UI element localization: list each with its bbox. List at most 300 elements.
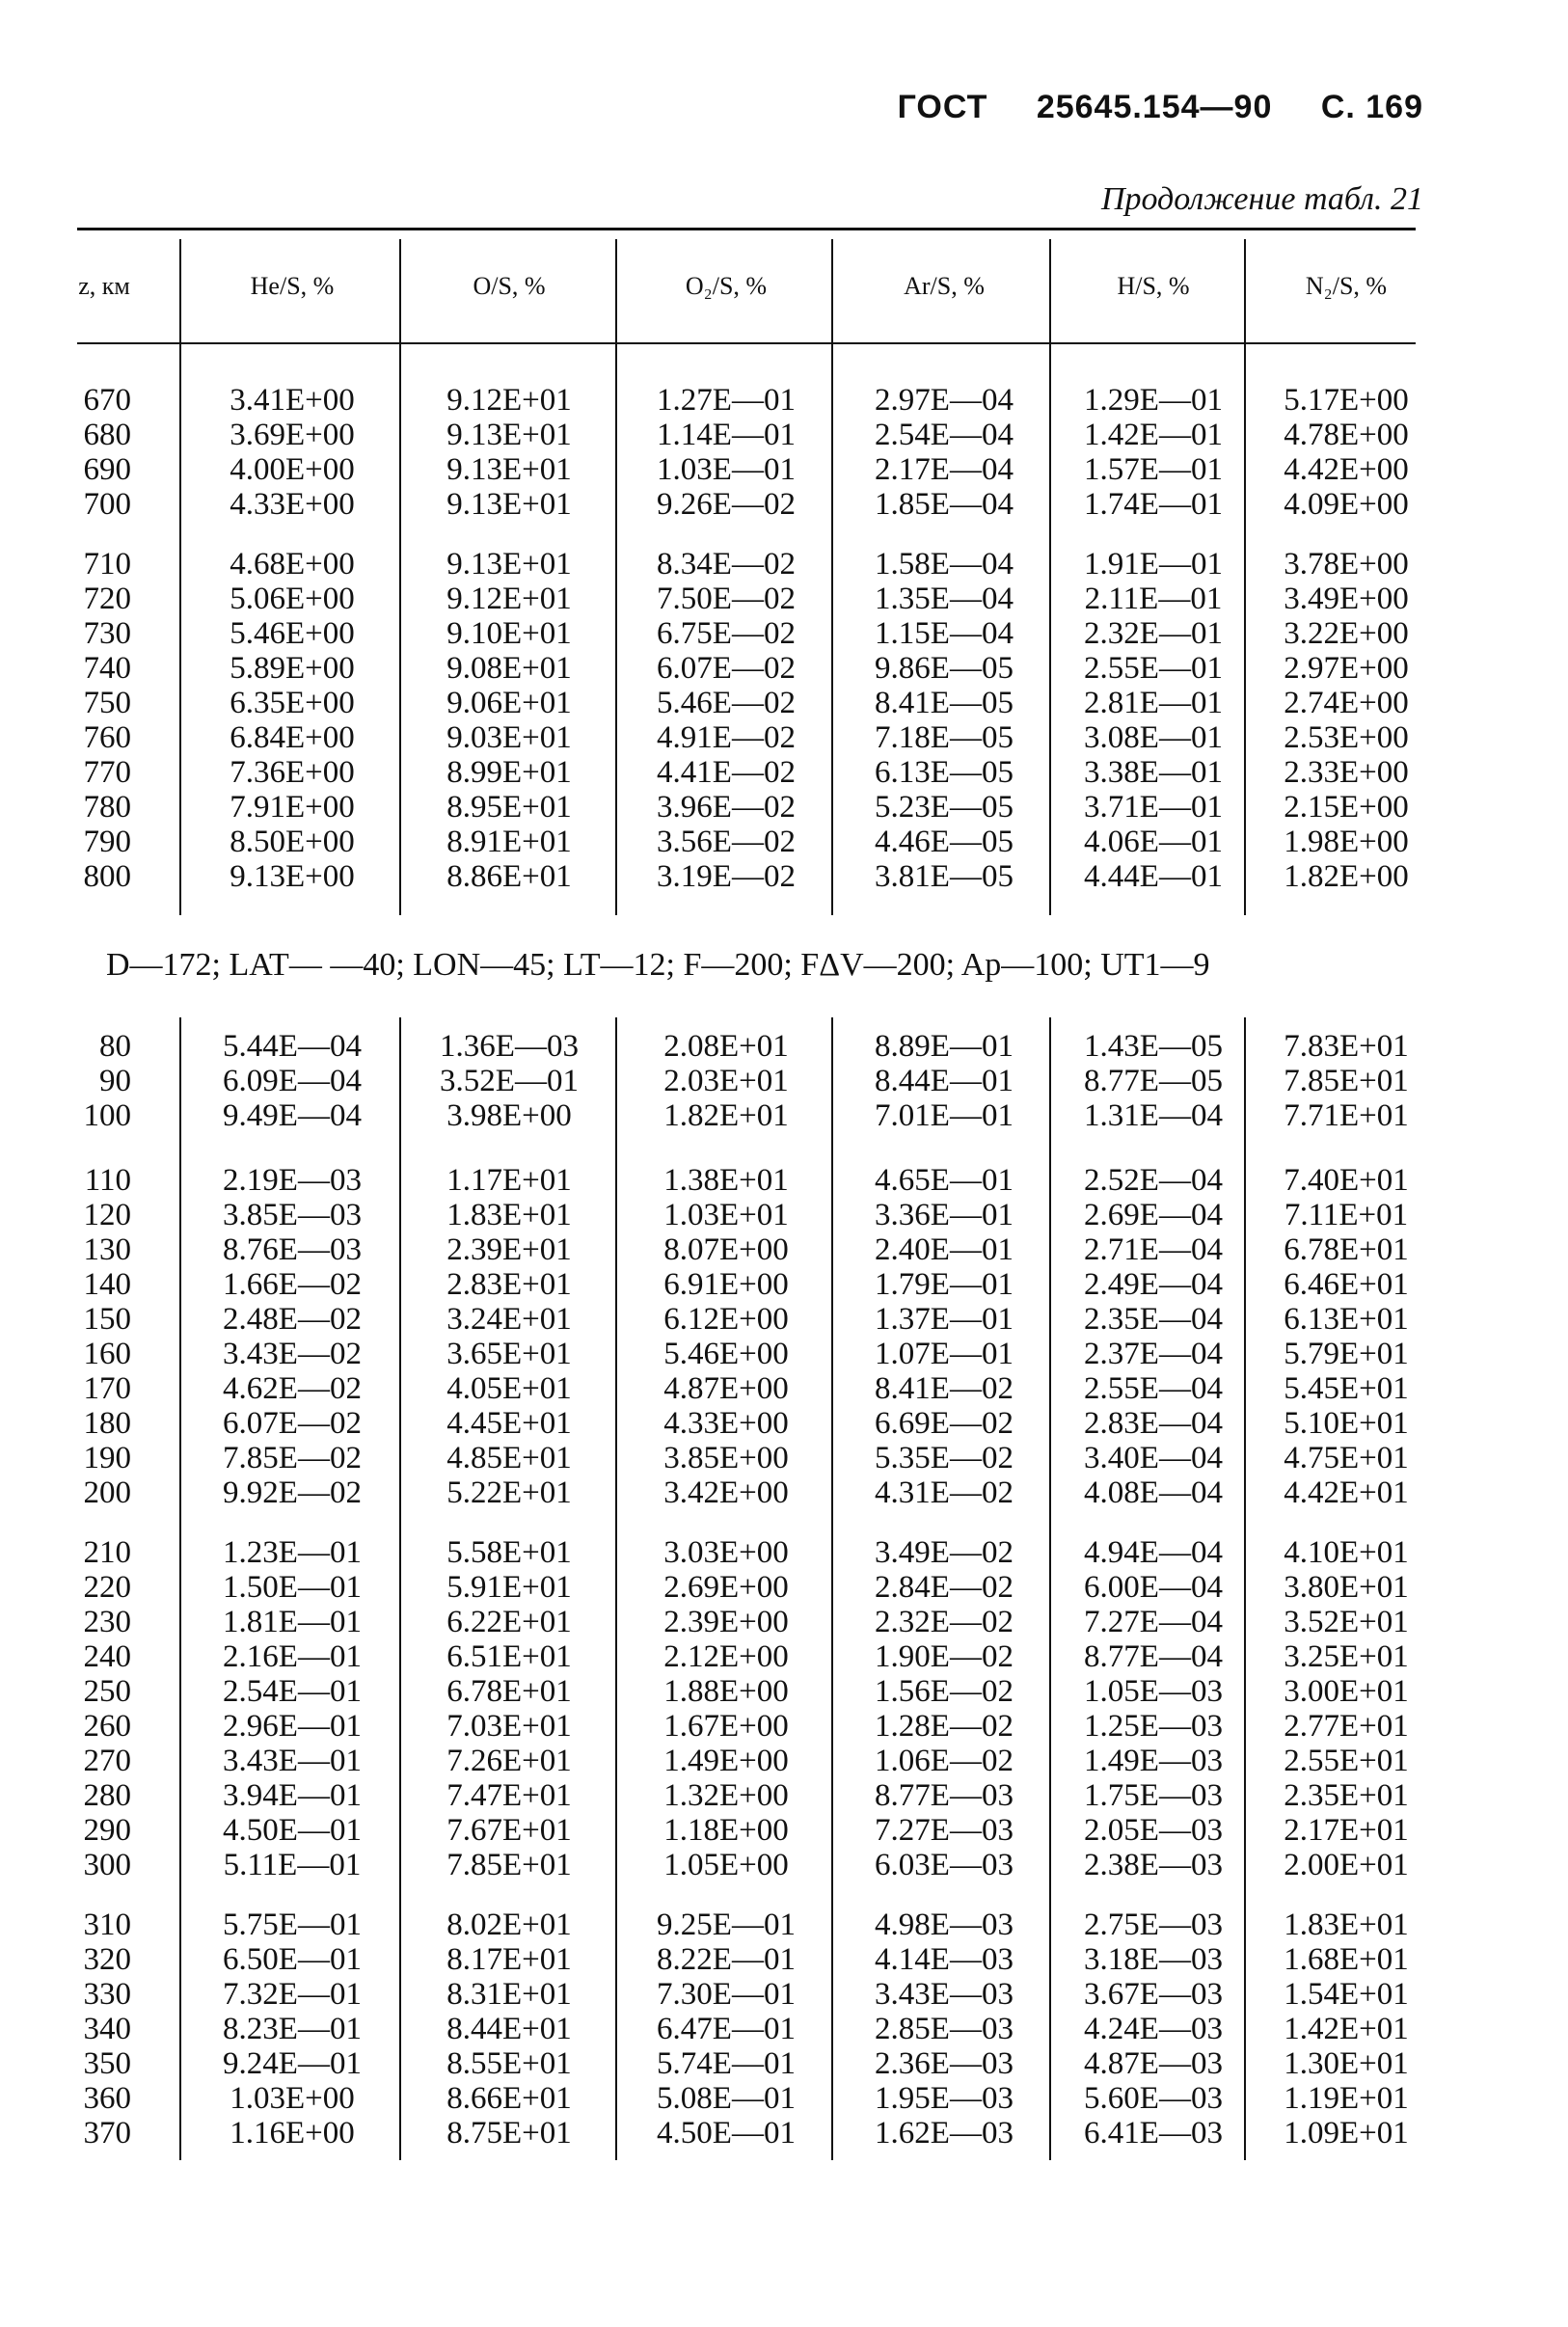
value-cell: 5.91E+01	[446, 1570, 572, 1605]
value-cell: 7.32E—01	[223, 1977, 362, 2012]
value-cell: 2.11E—01	[1084, 582, 1223, 616]
value-cell: 2.48E—02	[223, 1302, 362, 1337]
value-cell: 9.06E+01	[446, 686, 572, 720]
value-cell: 8.99E+01	[446, 755, 572, 790]
value-cell: 8.02E+01	[446, 1908, 572, 1942]
value-cell: 2.49E—04	[1084, 1267, 1223, 1302]
value-cell: 4.14E—03	[875, 1942, 1014, 1977]
value-cell: 8.23E—01	[223, 2012, 362, 2046]
value-cell: 2.96E—01	[223, 1709, 362, 1744]
value-cell: 1.18E+00	[663, 1813, 789, 1848]
column-header: O/S, %	[473, 272, 546, 300]
value-cell: 9.13E+01	[446, 547, 572, 582]
value-cell: 2.35E+01	[1284, 1778, 1409, 1813]
value-cell: 4.06E—01	[1084, 825, 1223, 859]
altitude-cell: 370	[83, 2116, 131, 2151]
value-cell: 4.33E+00	[230, 487, 355, 522]
value-cell: 6.03E—03	[875, 1848, 1014, 1882]
value-cell: 9.13E+01	[446, 418, 572, 452]
column-header: O₂/S, %	[685, 272, 768, 300]
value-cell: 1.83E+01	[1284, 1908, 1409, 1942]
value-cell: 2.40E—01	[875, 1232, 1014, 1267]
value-cell: 1.16E+00	[230, 2116, 355, 2151]
value-cell: 7.01E—01	[875, 1098, 1014, 1133]
value-cell: 1.29E—01	[1084, 383, 1223, 418]
value-cell: 6.46E+01	[1284, 1267, 1409, 1302]
value-cell: 3.49E—02	[875, 1535, 1014, 1570]
value-cell: 2.36E—03	[875, 2046, 1014, 2081]
value-cell: 3.94E—01	[223, 1778, 362, 1813]
column-divider	[1244, 239, 1246, 343]
value-cell: 2.55E+01	[1284, 1744, 1409, 1778]
value-cell: 8.07E+00	[663, 1232, 789, 1267]
value-cell: 2.52E—04	[1084, 1163, 1223, 1198]
value-cell: 3.36E—01	[875, 1198, 1014, 1232]
value-cell: 4.75E+01	[1284, 1441, 1409, 1475]
column-header: N₂/S, %	[1305, 272, 1388, 300]
value-cell: 3.24E+01	[446, 1302, 572, 1337]
value-cell: 9.25E—01	[657, 1908, 796, 1942]
value-cell: 2.19E—03	[223, 1163, 362, 1198]
value-cell: 1.14E—01	[657, 418, 796, 452]
value-cell: 3.52E+01	[1284, 1605, 1409, 1639]
value-cell: 9.26E—02	[657, 487, 796, 522]
altitude-cell: 690	[83, 452, 131, 487]
value-cell: 5.46E+00	[663, 1337, 789, 1371]
value-cell: 3.19E—02	[657, 859, 796, 894]
value-cell: 6.84E+00	[230, 720, 355, 755]
value-cell: 8.41E—02	[875, 1371, 1014, 1406]
value-cell: 4.44E—01	[1084, 859, 1223, 894]
altitude-cell: 80	[99, 1029, 131, 1064]
value-cell: 4.46E—05	[875, 825, 1014, 859]
value-cell: 2.85E—03	[875, 2012, 1014, 2046]
value-cell: 7.47E+01	[446, 1778, 572, 1813]
value-cell: 4.31E—02	[875, 1475, 1014, 1510]
value-cell: 2.15E+00	[1284, 790, 1409, 825]
value-cell: 1.83E+01	[446, 1198, 572, 1232]
value-cell: 9.03E+01	[446, 720, 572, 755]
column-header: Ar/S, %	[904, 272, 985, 300]
value-cell: 7.40E+01	[1284, 1163, 1409, 1198]
column-divider	[615, 239, 617, 343]
value-cell: 2.55E—04	[1084, 1371, 1223, 1406]
value-cell: 1.75E—03	[1084, 1778, 1223, 1813]
value-cell: 6.75E—02	[657, 616, 796, 651]
value-cell: 3.49E+00	[1284, 582, 1409, 616]
value-cell: 5.79E+01	[1284, 1337, 1409, 1371]
value-cell: 3.40E—04	[1084, 1441, 1223, 1475]
value-cell: 1.68E+01	[1284, 1942, 1409, 1977]
value-cell: 2.37E—04	[1084, 1337, 1223, 1371]
value-cell: 5.46E+00	[230, 616, 355, 651]
altitude-cell: 760	[83, 720, 131, 755]
value-cell: 7.91E+00	[230, 790, 355, 825]
value-cell: 3.98E+00	[446, 1098, 572, 1133]
value-cell: 1.17E+01	[446, 1163, 572, 1198]
value-cell: 5.22E+01	[446, 1475, 572, 1510]
column-divider	[179, 239, 181, 343]
value-cell: 4.62E—02	[223, 1371, 362, 1406]
value-cell: 1.03E—01	[657, 452, 796, 487]
altitude-cell: 110	[84, 1163, 131, 1198]
value-cell: 1.42E+01	[1284, 2012, 1409, 2046]
value-cell: 5.17E+00	[1284, 383, 1409, 418]
value-cell: 6.41E—03	[1084, 2116, 1223, 2151]
value-cell: 2.84E—02	[875, 1570, 1014, 1605]
value-cell: 5.23E—05	[875, 790, 1014, 825]
value-cell: 3.08E—01	[1084, 720, 1223, 755]
value-cell: 4.50E—01	[223, 1813, 362, 1848]
value-cell: 2.77E+01	[1284, 1709, 1409, 1744]
value-cell: 1.25E—03	[1084, 1709, 1223, 1744]
value-cell: 2.35E—04	[1084, 1302, 1223, 1337]
table-caption: Продолжение табл. 21	[1100, 181, 1423, 217]
altitude-cell: 310	[83, 1908, 131, 1942]
standard-label: ГОСТ	[897, 89, 988, 125]
value-cell: 6.13E—05	[875, 755, 1014, 790]
value-cell: 4.50E—01	[657, 2116, 796, 2151]
value-cell: 7.71E+01	[1284, 1098, 1409, 1133]
value-cell: 7.85E+01	[446, 1848, 572, 1882]
value-cell: 3.71E—01	[1084, 790, 1223, 825]
value-cell: 3.43E—01	[223, 1744, 362, 1778]
value-cell: 9.24E—01	[223, 2046, 362, 2081]
value-cell: 1.23E—01	[223, 1535, 362, 1570]
altitude-cell: 150	[83, 1302, 131, 1337]
altitude-cell: 90	[99, 1064, 131, 1098]
value-cell: 8.76E—03	[223, 1232, 362, 1267]
value-cell: 2.97E—04	[875, 383, 1014, 418]
value-cell: 1.62E—03	[875, 2116, 1014, 2151]
value-cell: 2.54E—04	[875, 418, 1014, 452]
column-divider	[615, 342, 617, 915]
value-cell: 7.18E—05	[875, 720, 1014, 755]
value-cell: 2.97E+00	[1284, 651, 1409, 686]
value-cell: 2.81E—01	[1084, 686, 1223, 720]
altitude-cell: 670	[83, 383, 131, 418]
altitude-cell: 300	[83, 1848, 131, 1882]
column-divider	[1049, 1017, 1051, 2160]
altitude-cell: 200	[83, 1475, 131, 1510]
value-cell: 4.65E—01	[875, 1163, 1014, 1198]
value-cell: 4.91E—02	[657, 720, 796, 755]
value-cell: 1.06E—02	[875, 1744, 1014, 1778]
value-cell: 5.08E—01	[657, 2081, 796, 2116]
table-header-rule	[77, 342, 1416, 344]
value-cell: 7.67E+01	[446, 1813, 572, 1848]
value-cell: 5.46E—02	[657, 686, 796, 720]
value-cell: 4.87E—03	[1084, 2046, 1223, 2081]
value-cell: 6.35E+00	[230, 686, 355, 720]
value-cell: 4.24E—03	[1084, 2012, 1223, 2046]
value-cell: 8.34E—02	[657, 547, 796, 582]
value-cell: 9.13E+01	[446, 452, 572, 487]
value-cell: 9.13E+01	[446, 487, 572, 522]
altitude-cell: 220	[83, 1570, 131, 1605]
page-header	[898, 89, 1423, 126]
value-cell: 2.05E—03	[1084, 1813, 1223, 1848]
value-cell: 8.89E—01	[875, 1029, 1014, 1064]
value-cell: 4.33E+00	[663, 1406, 789, 1441]
value-cell: 3.42E+00	[663, 1475, 789, 1510]
value-cell: 1.27E—01	[657, 383, 796, 418]
value-cell: 2.32E—02	[875, 1605, 1014, 1639]
value-cell: 6.07E—02	[223, 1406, 362, 1441]
value-cell: 1.15E—04	[875, 616, 1014, 651]
value-cell: 5.35E—02	[875, 1441, 1014, 1475]
value-cell: 3.38E—01	[1084, 755, 1223, 790]
value-cell: 3.85E—03	[223, 1198, 362, 1232]
value-cell: 8.44E—01	[875, 1064, 1014, 1098]
value-cell: 3.43E—02	[223, 1337, 362, 1371]
value-cell: 5.45E+01	[1284, 1371, 1409, 1406]
value-cell: 4.10E+01	[1284, 1535, 1409, 1570]
value-cell: 2.00E+01	[1284, 1848, 1409, 1882]
column-divider	[1049, 239, 1051, 343]
value-cell: 1.05E—03	[1084, 1674, 1223, 1709]
value-cell: 7.85E+01	[1284, 1064, 1409, 1098]
altitude-cell: 700	[83, 487, 131, 522]
value-cell: 1.98E+00	[1284, 825, 1409, 859]
value-cell: 2.03E+01	[663, 1064, 789, 1098]
value-cell: 5.60E—03	[1084, 2081, 1223, 2116]
altitude-cell: 270	[83, 1744, 131, 1778]
column-divider	[399, 239, 401, 343]
altitude-cell: 800	[83, 859, 131, 894]
parameters-line: D—172; LAT— —40; LON—45; LT—12; F—200; FΔV—200; Aр—100; UT1—9	[106, 947, 1210, 983]
value-cell: 6.22E+01	[446, 1605, 572, 1639]
value-cell: 8.77E—03	[875, 1778, 1014, 1813]
value-cell: 4.45E+01	[446, 1406, 572, 1441]
value-cell: 3.85E+00	[663, 1441, 789, 1475]
value-cell: 3.96E—02	[657, 790, 796, 825]
value-cell: 6.78E+01	[1284, 1232, 1409, 1267]
value-cell: 8.17E+01	[446, 1942, 572, 1977]
altitude-cell: 770	[83, 755, 131, 790]
page-number: С. 169	[1320, 89, 1423, 125]
value-cell: 1.56E—02	[875, 1674, 1014, 1709]
value-cell: 3.80E+01	[1284, 1570, 1409, 1605]
value-cell: 1.58E—04	[875, 547, 1014, 582]
altitude-cell: 320	[83, 1942, 131, 1977]
value-cell: 1.35E—04	[875, 582, 1014, 616]
value-cell: 7.36E+00	[230, 755, 355, 790]
altitude-cell: 740	[83, 651, 131, 686]
column-header: H/S, %	[1117, 272, 1190, 300]
altitude-cell: 180	[83, 1406, 131, 1441]
value-cell: 7.30E—01	[657, 1977, 796, 2012]
altitude-cell: 260	[83, 1709, 131, 1744]
altitude-cell: 360	[83, 2081, 131, 2116]
value-cell: 1.03E+00	[230, 2081, 355, 2116]
value-cell: 1.91E—01	[1084, 547, 1223, 582]
value-cell: 6.69E—02	[875, 1406, 1014, 1441]
value-cell: 1.82E+01	[663, 1098, 789, 1133]
value-cell: 5.11E—01	[223, 1848, 362, 1882]
value-cell: 9.10E+01	[446, 616, 572, 651]
value-cell: 2.54E—01	[223, 1674, 362, 1709]
altitude-cell: 190	[83, 1441, 131, 1475]
value-cell: 3.56E—02	[657, 825, 796, 859]
value-cell: 2.08E+01	[663, 1029, 789, 1064]
altitude-cell: 230	[83, 1605, 131, 1639]
value-cell: 3.00E+01	[1284, 1674, 1409, 1709]
value-cell: 2.17E—04	[875, 452, 1014, 487]
value-cell: 2.16E—01	[223, 1639, 362, 1674]
value-cell: 1.57E—01	[1084, 452, 1223, 487]
value-cell: 4.08E—04	[1084, 1475, 1223, 1510]
value-cell: 5.06E+00	[230, 582, 355, 616]
standard-number: 25645.154—90	[1036, 89, 1273, 125]
value-cell: 3.81E—05	[875, 859, 1014, 894]
column-divider	[1049, 342, 1051, 915]
table-top-rule	[77, 228, 1416, 230]
value-cell: 4.85E+01	[446, 1441, 572, 1475]
altitude-cell: 790	[83, 825, 131, 859]
value-cell: 1.31E—04	[1084, 1098, 1223, 1133]
value-cell: 2.83E—04	[1084, 1406, 1223, 1441]
altitude-cell: 720	[83, 582, 131, 616]
column-divider	[831, 239, 833, 343]
value-cell: 2.32E—01	[1084, 616, 1223, 651]
value-cell: 8.75E+01	[446, 2116, 572, 2151]
value-cell: 5.10E+01	[1284, 1406, 1409, 1441]
altitude-cell: 130	[83, 1232, 131, 1267]
value-cell: 9.49E—04	[223, 1098, 362, 1133]
value-cell: 6.51E+01	[446, 1639, 572, 1674]
value-cell: 4.09E+00	[1284, 487, 1409, 522]
value-cell: 4.00E+00	[230, 452, 355, 487]
value-cell: 1.95E—03	[875, 2081, 1014, 2116]
value-cell: 1.32E+00	[663, 1778, 789, 1813]
value-cell: 9.92E—02	[223, 1475, 362, 1510]
altitude-cell: 780	[83, 790, 131, 825]
value-cell: 4.42E+01	[1284, 1475, 1409, 1510]
altitude-cell: 350	[83, 2046, 131, 2081]
altitude-cell: 120	[83, 1198, 131, 1232]
value-cell: 1.07E—01	[875, 1337, 1014, 1371]
value-cell: 5.58E+01	[446, 1535, 572, 1570]
value-cell: 3.69E+00	[230, 418, 355, 452]
value-cell: 5.75E—01	[223, 1908, 362, 1942]
value-cell: 9.86E—05	[875, 651, 1014, 686]
value-cell: 4.41E—02	[657, 755, 796, 790]
value-cell: 3.65E+01	[446, 1337, 572, 1371]
value-cell: 2.39E+01	[446, 1232, 572, 1267]
value-cell: 4.05E+01	[446, 1371, 572, 1406]
altitude-cell: 290	[83, 1813, 131, 1848]
value-cell: 8.77E—04	[1084, 1639, 1223, 1674]
value-cell: 7.83E+01	[1284, 1029, 1409, 1064]
value-cell: 2.33E+00	[1284, 755, 1409, 790]
value-cell: 1.49E—03	[1084, 1744, 1223, 1778]
value-cell: 7.11E+01	[1284, 1198, 1409, 1232]
value-cell: 1.03E+01	[663, 1198, 789, 1232]
column-divider	[179, 1017, 181, 2160]
altitude-cell: 250	[83, 1674, 131, 1709]
value-cell: 1.82E+00	[1284, 859, 1409, 894]
value-cell: 6.78E+01	[446, 1674, 572, 1709]
value-cell: 4.78E+00	[1284, 418, 1409, 452]
value-cell: 2.39E+00	[663, 1605, 789, 1639]
altitude-cell: 330	[83, 1977, 131, 2012]
value-cell: 5.74E—01	[657, 2046, 796, 2081]
value-cell: 2.53E+00	[1284, 720, 1409, 755]
value-cell: 2.75E—03	[1084, 1908, 1223, 1942]
value-cell: 8.66E+01	[446, 2081, 572, 2116]
value-cell: 1.50E—01	[223, 1570, 362, 1605]
value-cell: 7.03E+01	[446, 1709, 572, 1744]
value-cell: 6.91E+00	[663, 1267, 789, 1302]
altitude-cell: 280	[83, 1778, 131, 1813]
value-cell: 8.95E+01	[446, 790, 572, 825]
value-cell: 1.66E—02	[223, 1267, 362, 1302]
value-cell: 6.12E+00	[663, 1302, 789, 1337]
value-cell: 1.38E+01	[663, 1163, 789, 1198]
value-cell: 2.74E+00	[1284, 686, 1409, 720]
value-cell: 1.74E—01	[1084, 487, 1223, 522]
value-cell: 2.69E—04	[1084, 1198, 1223, 1232]
value-cell: 9.13E+00	[230, 859, 355, 894]
value-cell: 8.50E+00	[230, 825, 355, 859]
value-cell: 3.18E—03	[1084, 1942, 1223, 1977]
value-cell: 8.77E—05	[1084, 1064, 1223, 1098]
altitude-cell: 730	[83, 616, 131, 651]
value-cell: 1.36E—03	[440, 1029, 579, 1064]
value-cell: 4.68E+00	[230, 547, 355, 582]
altitude-cell: 680	[83, 418, 131, 452]
value-cell: 1.30E+01	[1284, 2046, 1409, 2081]
value-cell: 3.25E+01	[1284, 1639, 1409, 1674]
value-cell: 2.17E+01	[1284, 1813, 1409, 1848]
value-cell: 8.44E+01	[446, 2012, 572, 2046]
column-divider	[615, 1017, 617, 2160]
altitude-cell: 710	[83, 547, 131, 582]
column-divider	[399, 1017, 401, 2160]
value-cell: 3.22E+00	[1284, 616, 1409, 651]
value-cell: 6.13E+01	[1284, 1302, 1409, 1337]
value-cell: 7.50E—02	[657, 582, 796, 616]
value-cell: 5.44E—04	[223, 1029, 362, 1064]
value-cell: 6.09E—04	[223, 1064, 362, 1098]
column-divider	[399, 342, 401, 915]
altitude-cell: 100	[83, 1098, 131, 1133]
altitude-cell: 160	[83, 1337, 131, 1371]
column-divider	[831, 1017, 833, 2160]
value-cell: 1.49E+00	[663, 1744, 789, 1778]
column-header: z, км	[78, 272, 130, 300]
value-cell: 7.85E—02	[223, 1441, 362, 1475]
value-cell: 1.79E—01	[875, 1267, 1014, 1302]
value-cell: 1.42E—01	[1084, 418, 1223, 452]
value-cell: 8.55E+01	[446, 2046, 572, 2081]
altitude-cell: 170	[83, 1371, 131, 1406]
value-cell: 8.91E+01	[446, 825, 572, 859]
value-cell: 2.69E+00	[663, 1570, 789, 1605]
value-cell: 9.12E+01	[446, 383, 572, 418]
value-cell: 3.03E+00	[663, 1535, 789, 1570]
value-cell: 1.54E+01	[1284, 1977, 1409, 2012]
altitude-cell: 140	[83, 1267, 131, 1302]
value-cell: 3.52E—01	[440, 1064, 579, 1098]
altitude-cell: 240	[83, 1639, 131, 1674]
value-cell: 7.27E—04	[1084, 1605, 1223, 1639]
value-cell: 5.89E+00	[230, 651, 355, 686]
value-cell: 2.71E—04	[1084, 1232, 1223, 1267]
value-cell: 9.08E+01	[446, 651, 572, 686]
value-cell: 3.43E—03	[875, 1977, 1014, 2012]
